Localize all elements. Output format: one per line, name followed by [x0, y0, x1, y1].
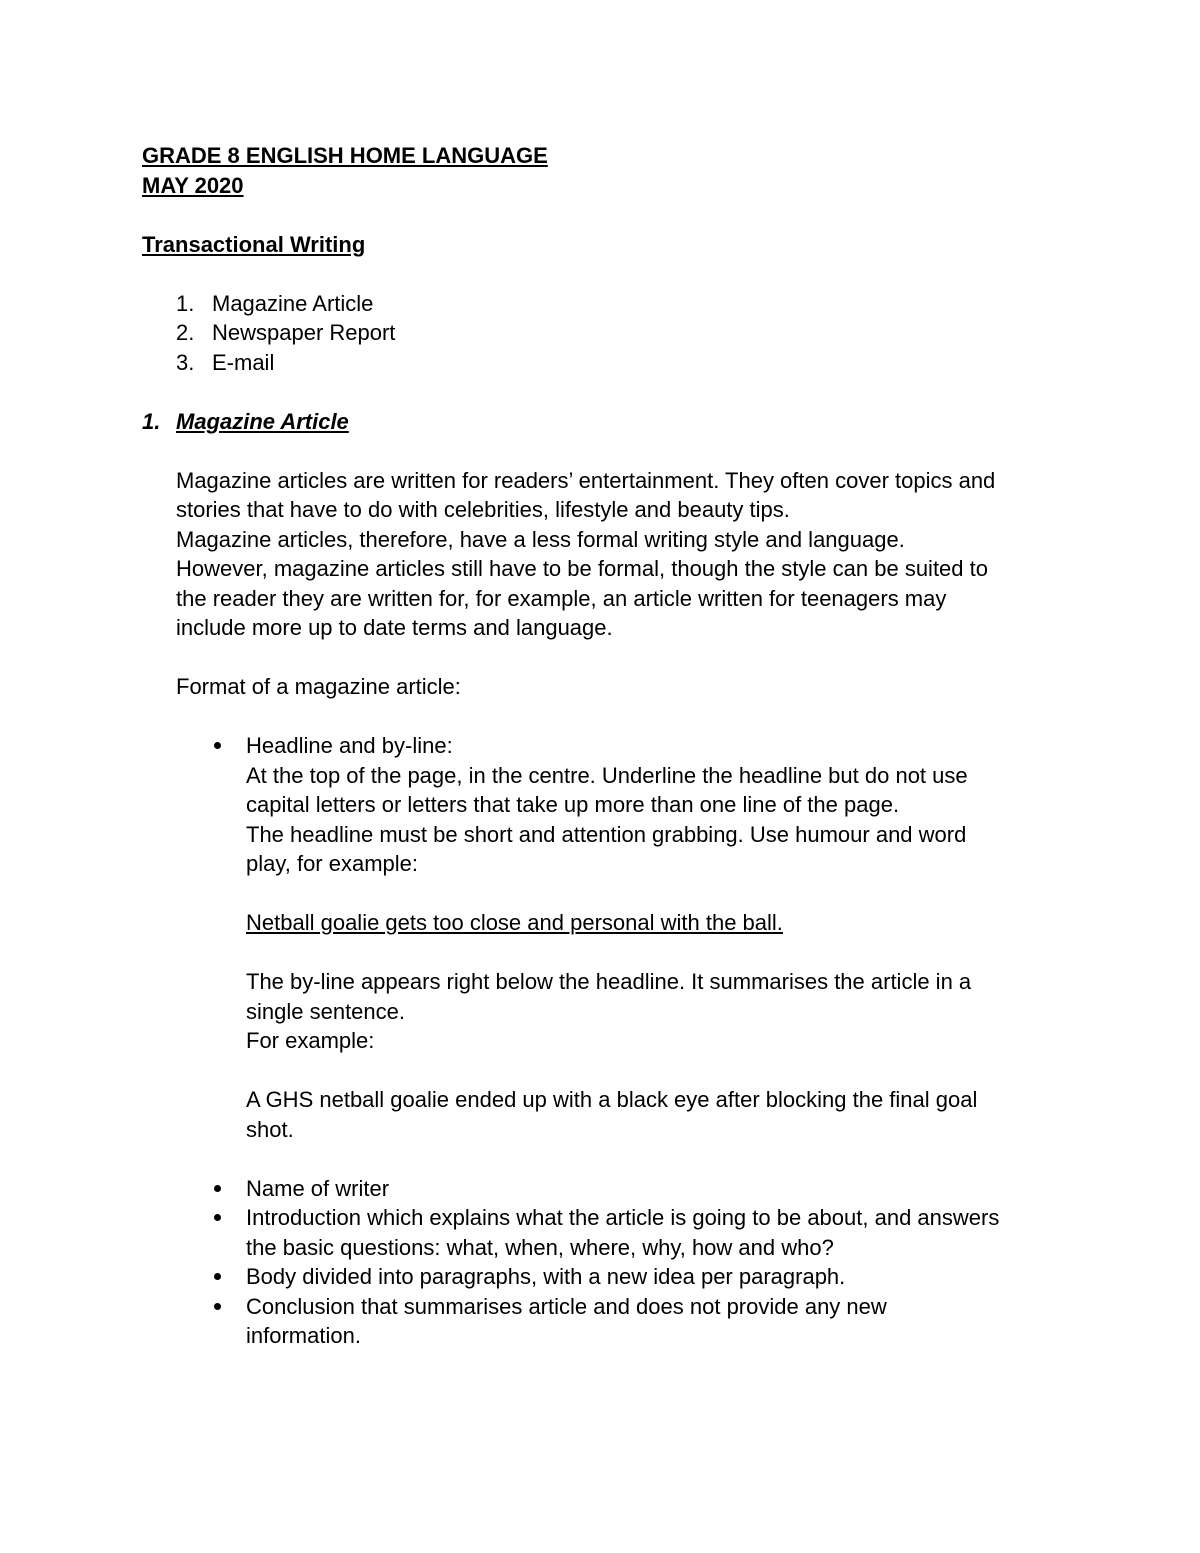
bullet-icon: [214, 1303, 221, 1310]
bullet-icon: [214, 1273, 221, 1280]
list-item: 3. E-mail: [176, 349, 275, 375]
document-date: MAY 2020: [142, 172, 244, 198]
list-item: Headline and by-line: At the top of the page, in the centre. Underline the headline but do not use capital letters or letters that take up more than one line of the page. The headline must be short and attention grabbing. Use humour and word play, for example: Netball goalie gets too close and personal with the ball. The by-line appears right below the headline. It summarises the article in a single sentence. For example: A GHS netball goalie ended up with a black eye after blocking the final goal shot.: [142, 731, 1062, 1174]
bullet-icon: [214, 742, 221, 749]
list-item: 2. Newspaper Report: [176, 320, 396, 345]
section-1-intro: Magazine articles are written for readers’ entertainment. They often cover topics and stories that have to do with celebrities, lifestyle and beauty tips. Magazine articles, therefore, have a less formal writing style and language. However, magazine articles still have to be formal, though the style can be suited to the reader they are written for, for example, an article written for teenagers may include more up to date terms and language. Format of a magazine article:: [142, 466, 1062, 732]
section-1-title: 1. Magazine Article: [142, 408, 349, 434]
document-title: GRADE 8 ENGLISH HOME LANGUAGE: [142, 143, 548, 168]
list-item: 1. Magazine Article: [176, 290, 374, 316]
list-item: Name of writer: [142, 1174, 1062, 1204]
bullet-icon: [214, 1185, 221, 1192]
example-headline: Netball goalie gets too close and personal with the ball.: [246, 910, 783, 935]
document-page: [142, 141, 1062, 1351]
bullet-icon: [214, 1214, 221, 1221]
section-heading: Transactional Writing: [142, 231, 366, 257]
list-item: Body divided into paragraphs, with a new idea per paragraph.: [142, 1262, 1062, 1292]
contents-list: [142, 289, 1062, 378]
list-item: Introduction which explains what the article is going to be about, and answers the basic questions: what, when, where, why, how and who?: [142, 1203, 1062, 1262]
example-byline: A GHS netball goalie ended up with a black eye after blocking the final goal: [246, 1087, 978, 1112]
format-label: Format of a magazine article:: [176, 674, 461, 699]
format-list: [142, 731, 1062, 1351]
list-item: Conclusion that summarises article and does not provide any new information.: [142, 1292, 1062, 1351]
